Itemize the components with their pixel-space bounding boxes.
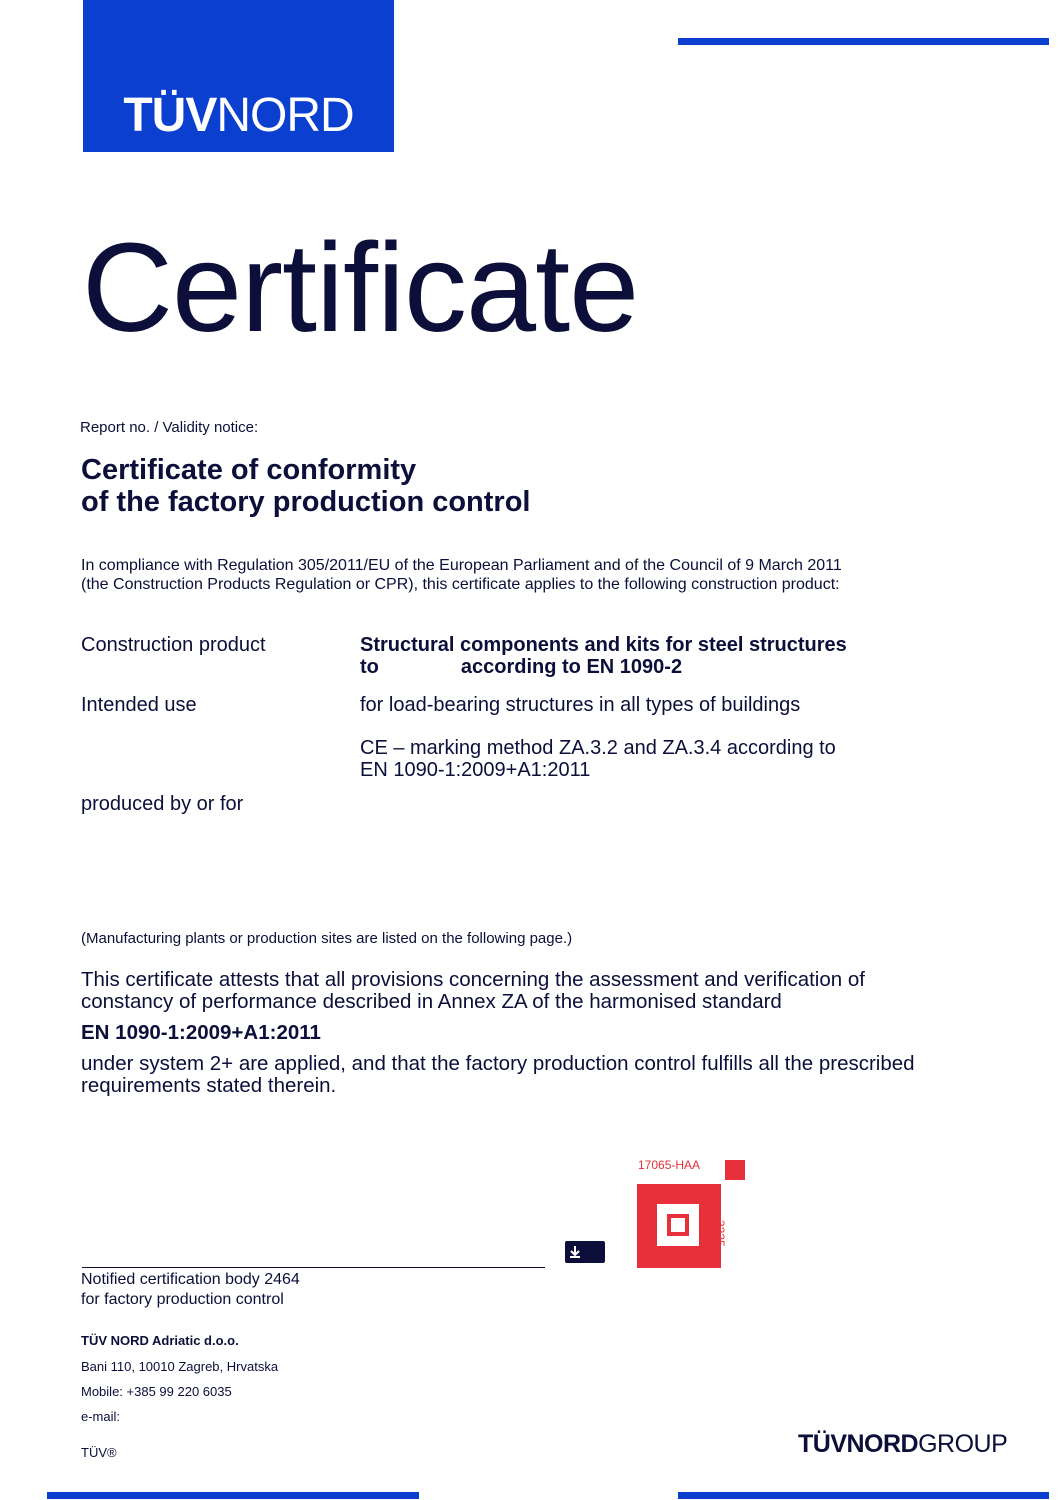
seal-side-code: 3235 [713, 1220, 727, 1247]
product-value: Structural components and kits for steel structures to according to EN 1090-2 [360, 634, 847, 678]
tuv-nord-group-logo: TÜVNORDGROUP [798, 1430, 1008, 1458]
intro-text: In compliance with Regulation 305/2011/EU of the European Parliament and of the Council of 9 March 2011 (the Construction Products Regulation or CPR), this certificate applies to the following construction product: [81, 557, 842, 593]
intended-use-value: for load-bearing structures in all types of buildings [360, 694, 801, 716]
bottom-accent-bar-right [678, 1492, 1049, 1499]
produced-by-label: produced by or for [81, 793, 244, 815]
harmonised-standard: EN 1090-1:2009+A1:2011 [81, 1021, 321, 1044]
ce-marking-text: CE – marking method ZA.3.2 and ZA.3.4 according to EN 1090-1:2009+A1:2011 [360, 737, 836, 781]
attestation-text: This certificate attests that all provisions concerning the assessment and verification of constancy of performance described in Annex ZA of the harmonised standard [81, 968, 865, 1013]
signature-line [82, 1267, 545, 1268]
page-title: Certificate [82, 217, 639, 358]
logo-wordmark: TÜVNORD [123, 89, 354, 142]
verification-badge-icon [565, 1241, 605, 1263]
company-name: TÜV NORD Adriatic d.o.o. [81, 1333, 239, 1348]
company-mobile: Mobile: +385 99 220 6035 [81, 1384, 232, 1399]
notified-body-text: Notified certification body 2464 for factory production control [81, 1271, 300, 1308]
company-email: e-mail: [81, 1409, 121, 1424]
company-address: Bani 110, 10010 Zagreb, Hrvatska [81, 1359, 279, 1374]
tuv-nord-logo [83, 0, 394, 152]
product-label: Construction product [81, 634, 266, 656]
certification-seal-icon [637, 1160, 745, 1268]
intended-use-label: Intended use [81, 694, 197, 716]
attestation-conclusion: under system 2+ are applied, and that the factory production control fulfills all the prescribed requirements stated therein. [81, 1052, 915, 1097]
trademark-note: TÜV® [81, 1445, 117, 1460]
seal-code: 17065-HAA [638, 1158, 701, 1172]
bottom-accent-bar-left [47, 1492, 419, 1499]
top-accent-bar [678, 38, 1049, 45]
certificate-heading: Certificate of conformity of the factory production control [81, 454, 531, 518]
report-label: Report no. / Validity notice: [80, 419, 259, 436]
sites-note: (Manufacturing plants or production sites are listed on the following page.) [81, 930, 573, 947]
